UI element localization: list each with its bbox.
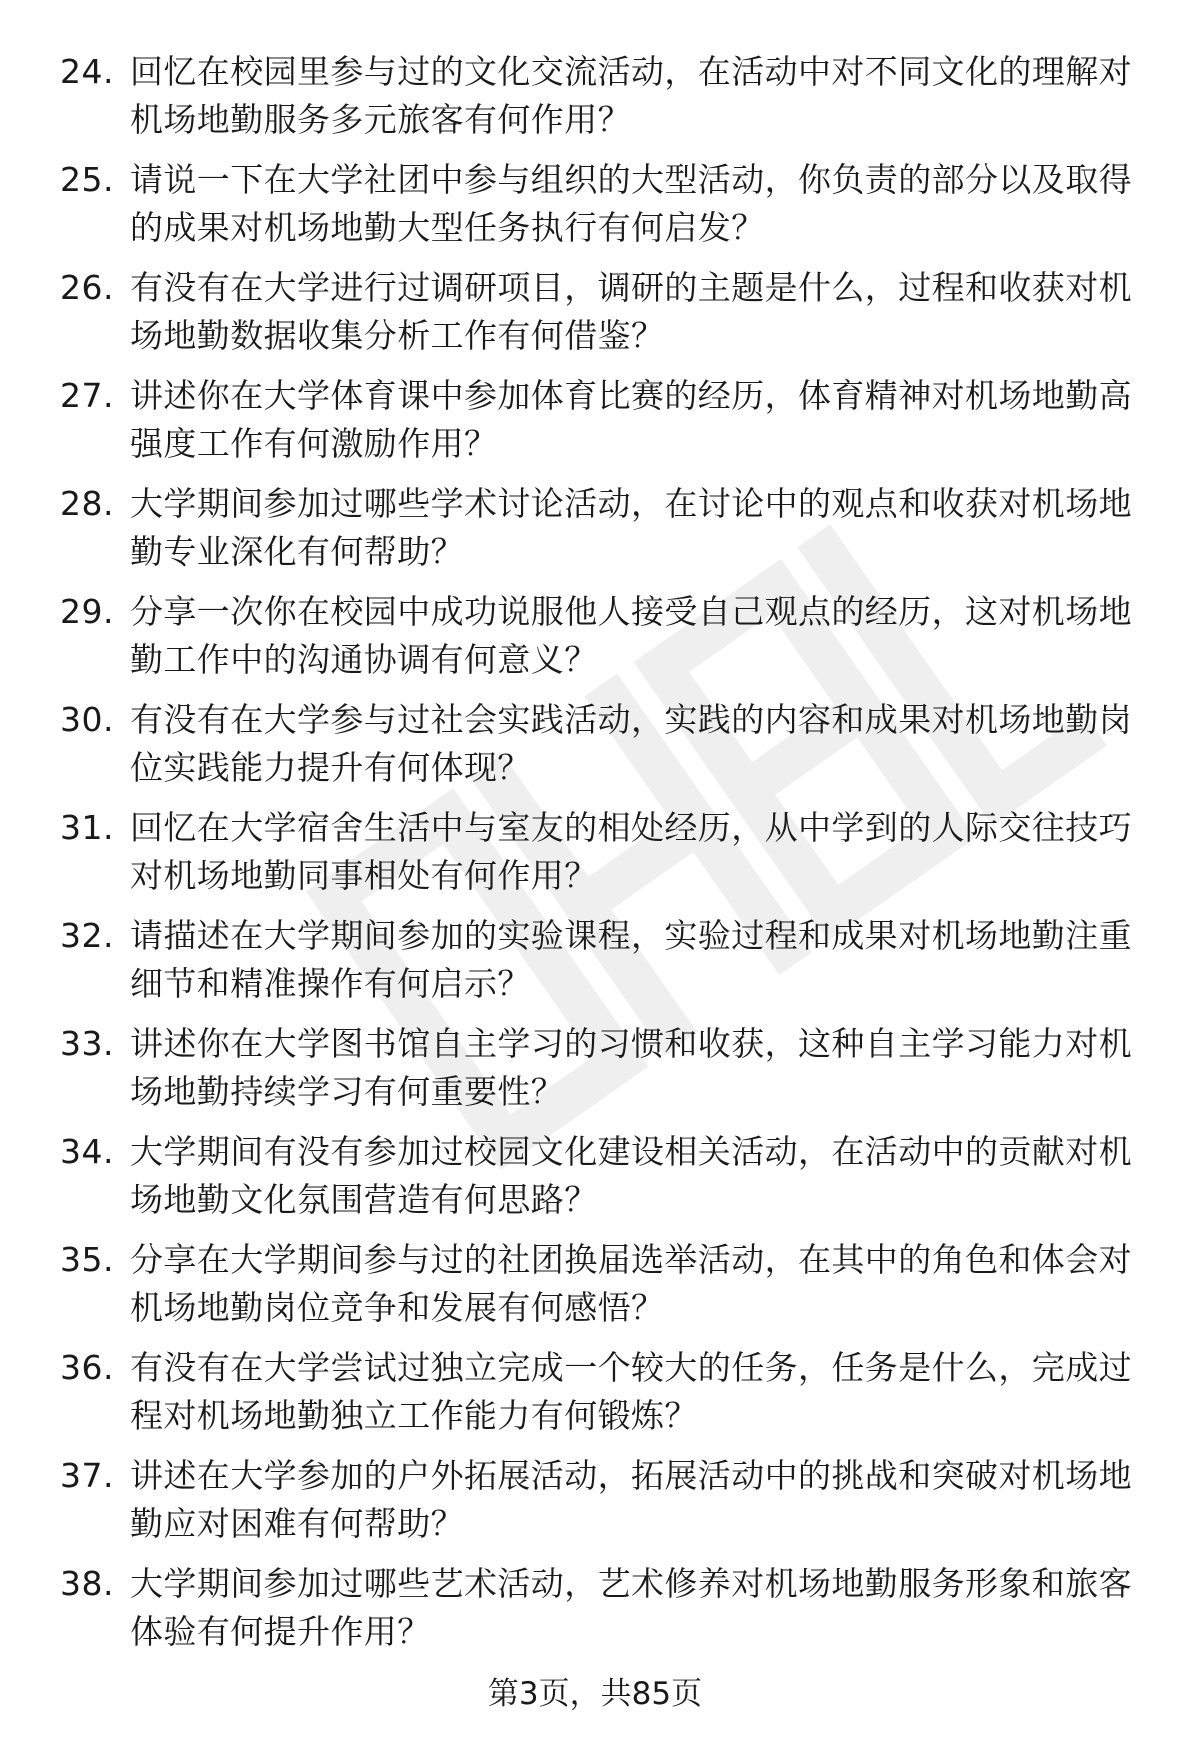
question-item [60, 1560, 1150, 1668]
question-text: 请描述在大学期间参加的实验课程，实验过程和成果对机场地勤注重细节和精准操作有何启示？ [130, 916, 1132, 1003]
question-number: 37. [60, 1456, 114, 1495]
question-text: 分享一次你在校园中成功说服他人接受自己观点的经历，这对机场地勤工作中的沟通协调有何意义？ [130, 592, 1132, 679]
question-text: 分享在大学期间参与过的社团换届选举活动，在其中的角色和体会对机场地勤岗位竞争和发展有何感悟？ [130, 1240, 1132, 1327]
question-number: 24. [60, 52, 114, 91]
question-number: 30. [60, 700, 114, 739]
question-number: 29. [60, 592, 114, 631]
question-text: 讲述你在大学图书馆自主学习的习惯和收获，这种自主学习能力对机场地勤持续学习有何重要性？ [130, 1024, 1132, 1111]
question-list [60, 48, 1150, 1668]
question-number: 28. [60, 484, 114, 523]
question-text: 大学期间有没有参加过校园文化建设相关活动，在活动中的贡献对机场地勤文化氛围营造有何思路？ [130, 1132, 1132, 1219]
question-item [60, 588, 1150, 696]
question-number: 33. [60, 1024, 114, 1063]
question-number: 38. [60, 1564, 114, 1603]
question-number: 32. [60, 916, 114, 955]
question-text: 大学期间参加过哪些学术讨论活动，在讨论中的观点和收获对机场地勤专业深化有何帮助？ [130, 484, 1132, 571]
question-number: 26. [60, 268, 114, 307]
page-number-footer: 第3页，共85页 [487, 1676, 703, 1712]
question-item [60, 156, 1150, 264]
question-text: 回忆在大学宿舍生活中与室友的相处经历，从中学到的人际交往技巧对机场地勤同事相处有何作用？ [130, 808, 1132, 895]
question-number: 34. [60, 1132, 114, 1171]
question-text: 有没有在大学参与过社会实践活动，实践的内容和成果对机场地勤岗位实践能力提升有何体现？ [130, 700, 1132, 787]
question-item [60, 912, 1150, 1020]
question-number: 36. [60, 1348, 114, 1387]
question-item [60, 1452, 1150, 1560]
question-item [60, 48, 1150, 156]
question-number: 27. [60, 376, 114, 415]
question-text: 回忆在校园里参与过的文化交流活动，在活动中对不同文化的理解对机场地勤服务多元旅客有何作用？ [130, 52, 1132, 139]
question-item [60, 1236, 1150, 1344]
question-item [60, 696, 1150, 804]
question-number: 25. [60, 160, 114, 199]
question-item [60, 264, 1150, 372]
question-item [60, 480, 1150, 588]
question-text: 请说一下在大学社团中参与组织的大型活动，你负责的部分以及取得的成果对机场地勤大型任务执行有何启发？ [130, 160, 1132, 247]
question-text: 大学期间参加过哪些艺术活动，艺术修养对机场地勤服务形象和旅客体验有何提升作用？ [130, 1564, 1132, 1651]
question-text: 有没有在大学进行过调研项目，调研的主题是什么，过程和收获对机场地勤数据收集分析工作有何借鉴？ [130, 268, 1132, 355]
question-text: 讲述在大学参加的户外拓展活动，拓展活动中的挑战和突破对机场地勤应对困难有何帮助？ [130, 1456, 1132, 1543]
question-number: 31. [60, 808, 114, 847]
question-item [60, 804, 1150, 912]
question-number: 35. [60, 1240, 114, 1279]
question-text: 有没有在大学尝试过独立完成一个较大的任务，任务是什么，完成过程对机场地勤独立工作能力有何锻炼？ [130, 1348, 1132, 1435]
question-item [60, 1128, 1150, 1236]
question-item [60, 372, 1150, 480]
question-text: 讲述你在大学体育课中参加体育比赛的经历，体育精神对机场地勤高强度工作有何激励作用？ [130, 376, 1132, 463]
question-item [60, 1344, 1150, 1452]
question-item [60, 1020, 1150, 1128]
